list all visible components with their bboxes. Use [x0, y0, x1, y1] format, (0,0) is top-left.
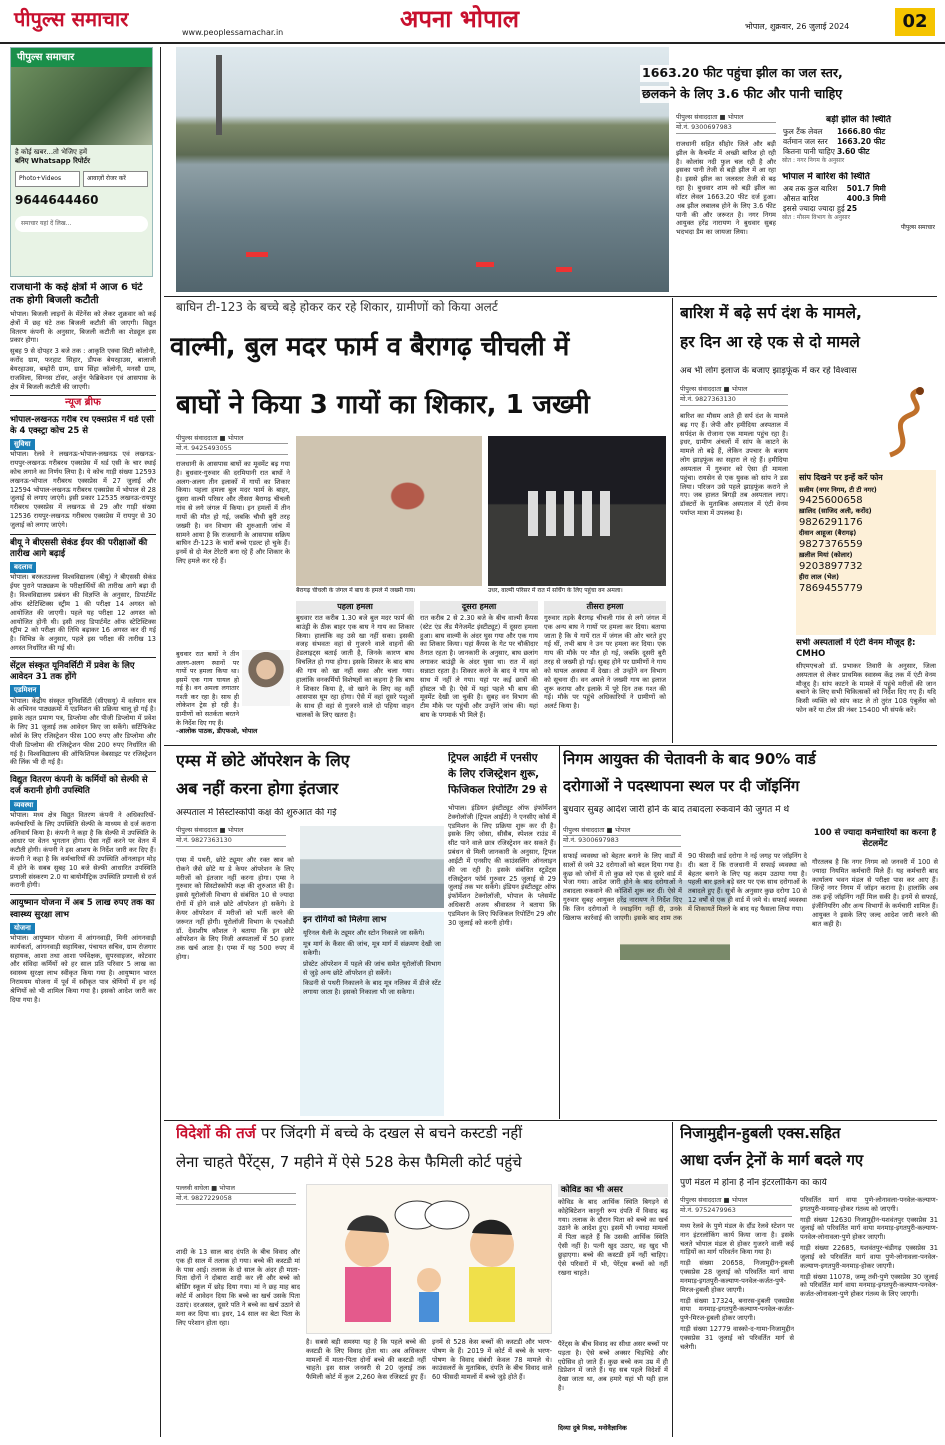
custody-headline-rest: पर जिंदगी में बच्चे के दखल से बचने कस्टडी नहीं	[261, 1124, 523, 1142]
news-brief-label: न्यूज ब्रीफ	[10, 395, 156, 410]
nigam-headline-2: दरोगाओं ने पदस्थापना स्थल पर दी जॉइनिंग	[563, 777, 800, 795]
yojana-tag: योजना	[10, 923, 35, 934]
attack-1-body: बुधवार रात करीब 1.30 बजे बुल मदर फार्म की बाउंड्री के ठीक बाहर एक बाघ ने गाय का शिकार किया। हालांकि वह उसे खा नहीं सका। इसकी वजह संभवतः वहां से गुजरने वाले वाहनों की हेडलाइट्स बताई जाती है, जिनके कारण बाघ विचलित हो गया होगा। इसके शिकार के बाद बाघ की गाय को खा नहीं सका और चला गया। हालांकि वनकर्मियों विशेषज्ञों का कहना है कि बाघ ने शिकार किया है, वो खाने के लिए वह वहीं आसपास घूम रहा होगा। ऐसे में वहां दूसरे पशुओं के साथ ही वहां से गुजरने वाले दो पहिया वाहन चालकों के लिए खतरा है।	[296, 614, 414, 720]
dateline: भोपाल, शुक्रवार, 26 जुलाई 2024	[745, 22, 850, 31]
train-item-2: गाड़ी संख्या 17324, बनारस-हुबली एक्सप्रेस वाया मनमाड़-इगतपुरी-कल्याण-पनवेल-कर्जत-पुणे-मिरज-हुबली होकर जाएगी।	[680, 1296, 794, 1323]
paper-name: पीपुल्स समाचार	[14, 7, 129, 31]
cow-photo-caption: बैरागढ़ चीचली के जंगल में बाघ के हमले में जख्मी गाय।	[296, 587, 416, 594]
lake-level-table: फुल टैंक लेवल 1666.80 फीट वर्तमान जल स्तर 1663.20 फीट कितना पानी चाहिए 3.60 फीट	[783, 126, 886, 156]
ad-tagline-1: है कोई खबर...तो भेजिए हमें	[15, 148, 88, 157]
helpline-phone-4: 9203897732	[799, 560, 863, 572]
section-title: अपना भोपाल	[400, 5, 520, 33]
ayushman-headline: आयुष्मान योजना में अब 5 लाख रुपए तक का स्वास्थ्य सुरक्षा लाभ	[10, 894, 156, 920]
ad-box-photo-video: Photo+Videos	[15, 171, 80, 187]
tiger-intro: राजधानी के आसपास बाघों का मूवमेंट बढ़ गया है। बुधवार-गुरुवार की दरमियानी रात बाघों ने अलग-अलग तीन इलाकों में गायों का शिकार किया। पहला हमला बुल मदर फार्म के बाहर, दूसरा वाल्मी परिसर और तीसरा बैरागढ़ चीचली गांव से लगे जंगल में किया। इन हमलों में तीन गायों की मौत हो गई, जबकि चौथी बुरी तरह जख्मी है। वन विभाग की शुरुआती जांच में सामने आया है कि राजधानी के आसपास सक्रिय बाघिन टी-123 के चारों बच्चे एडल्ट हो चुके हैं। इनमें से दो मेल टेरेटरी बना रहे हैं और शिकार के लिए हमले कर रहे हैं।	[176, 460, 290, 566]
helpline-name-2: ख़ालिद (साजिद अली, करोंद)	[799, 507, 872, 516]
train-item-1: गाड़ी संख्या 20658, निजामुद्दीन-हुबली एक्सप्रेस 28 जुलाई को परिवर्तित मार्ग वाया मनमाड़-इगतपुरी-कल्याण-पनवेल-कर्जत-पुणे-मिरज-हुबली होकर जाएगी।	[680, 1259, 794, 1294]
custody-headline-red: विदेशों की तर्ज	[176, 1124, 256, 1142]
site-url: www.peoplessamachar.in	[182, 28, 284, 37]
sanskrit-univ-headline: सेंट्रल संस्कृत यूनिवर्सिटी में प्रवेश के लिए आवेदन 31 तक होंगे	[10, 657, 156, 683]
trains-headline-1: निजामुद्दीन-हुबली एक्स.सहित	[680, 1124, 841, 1142]
rain-box-source: स्रोत : मौसम विभाग के अनुसार	[782, 214, 851, 221]
aiims-headline-2: अब नहीं करना होगा इंतजार	[176, 779, 339, 798]
trains-body: मध्य रेलवे के पुणे मंडल के दौंड रेलवे स्टेशन पर नान इंटरलॉकिंग कार्य किया जाना है। इसके चलते भोपाल मंडल से होकर गुजरने वाली कई गाड़ियों का मार्ग परिवर्तन किया गया है।	[680, 1222, 794, 1257]
iiit-body: भोपाल। इंडियन इंस्टीट्यूट ऑफ इंफॉर्मेशन टेक्नोलॉजी (ट्रिपल आईटी) ने एनसीए कोर्स में एडमिशन के लिए प्रक्रिया शुरू कर दी है। इसके लिए जोसा, सीसैब, स्पेशल राउंड में सीट पाने वाले छात्र रजिस्ट्रेशन कर सकते हैं। प्रबंधन से मिली जानकारी के अनुसार, ट्रिपल आईटी में एनसीए की काउंसलिंग ऑनलाइन की जा रही है। इसके संबंधित स्टूडेंट्स रजिस्ट्रेशन फॉर्म गुरुवार 25 जुलाई से 29 जुलाई तक भर सकेंगे। इंडियन इंस्टीट्यूट ऑफ इंफॉर्मेशन टेक्नोलॉजी, भोपाल के प्लेसमेंट अधिकारी अजय श्रीवास्तव ने बताया कि एडमिशन के लिए फिजिकल रिपोर्टिंग 29 और 30 जुलाई को करनी होगी।	[448, 804, 556, 927]
dfo-quote-box	[176, 650, 290, 740]
whatsapp-ad	[10, 47, 153, 277]
ad-box-voice: आवाज़ों रोजर करें	[83, 171, 148, 187]
helpline-title: सांप दिखने पर इन्हें करें फोन	[799, 473, 883, 482]
nigam-body: सफाई व्यवस्था को बेहतर बनाने के लिए वार्डों में सालों से जमे 32 दरोगाओं को बदल दिया गया है। कुछ को जोनों में तो कुछ को एक से दूसरे वार्ड में भेजा गया। आदेश जारी होने के बाद दरोगाओं ने तबादला रुकवाने की कोशिशें शुरू कर दीं। ऐसे में गुरुवार सुबह आयुक्त हरेंद्र नारायण ने निर्देश दिए कि जिन दरोगाओं ने ज्वाइनिंग नहीं दी, उनके खिलाफ कार्रवाई की जाएगी। इसके बाद शाम तक 90 फीसदी वार्ड दरोगा ने नई जगह पर जॉइनिंग दे दी। बता दें कि राजधानी में सफाई व्यवस्था को बेहतर बनाने के लिए यह कदम उठाया गया है। पहली बार इतने बड़े स्तर पर एक साथ दरोगाओं के तबादले हुए हैं। सूत्रों के अनुसार कुछ दरोगा 10 से 12 वर्षों से एक ही वार्ड में जमे थे। सफाई व्यवस्था में शिकायतें मिलने के बाद यह फैसला लिया गया।	[563, 852, 807, 922]
psychologist-name: दिव्या दुबे मिश्रा, मनोवैज्ञानिक	[558, 1424, 627, 1432]
aiims-subheading: अस्पताल में सिस्टोस्कोपी कक्ष की शुरुआत की गई	[176, 808, 337, 818]
garib-rath-headline: भोपाल-लखनऊ गरीब रथ एक्सप्रेस में थर्ड एसी के 4 एक्स्ट्रा कोच 25 से	[10, 414, 154, 436]
snake-headline-2: हर दिन आ रहे एक से दो मामले	[680, 333, 860, 351]
train-item-3: गाड़ी संख्या 12779 वास्को-द-गामा-निजामुद्दीन एक्सप्रेस 31 जुलाई को परिवर्तित मार्ग से चलेगी।	[680, 1325, 794, 1351]
covid-box-extra: पैरेंट्स के बीच विवाद का सीधा असर बच्चों पर पड़ता है। ऐसे बच्चे अक्सर चिड़चिड़े और एग्रेसिव हो जाते हैं। कुछ बच्चे कम उम्र में ही डिप्रेशन में जाते हैं। यह सब पहले विदेशों में देखा जाता था, अब हमारे यहां भी यही हाल है।	[558, 1340, 668, 1393]
attack-2-title: दूसरा हमला	[420, 601, 538, 614]
tiger-kicker: बाघिन टी-123 के बच्चे बड़े होकर कर रहे शिकार, ग्रामीणों को किया अलर्ट	[176, 300, 498, 314]
benefit-item-3: प्रोस्टेट ऑपरेशन में पहले की जांच समेत यूरोलॉजी विभाग से जुड़े अन्य छोटे ऑपरेशन हो सकेंगे।	[303, 959, 441, 977]
tiger-headline-2: बाघों ने किया 3 गायों का शिकार, 1 जख्मी	[176, 390, 590, 420]
selfie-attendance-headline: विद्युत वितरण कंपनी के कर्मियों को सेल्फी से दर्ज करानी होगी उपस्थिति	[10, 771, 156, 797]
iiit-headline-1: ट्रिपल आईटी में एनसीए	[448, 752, 538, 764]
custody-byline: पल्लवी वाघेला ■ भोपाल	[176, 1184, 296, 1194]
power-cut-body: भोपाल। बिजली लाइनों के मेंटेनेंस को लेकर शुक्रवार को कई क्षेत्रों में छह घंटे तक बिजली कटौती की जाएगी। विद्युत वितरण कंपनी के अनुसार, बिजली कटौती का शेड्यूल इस प्रकार होगा।	[10, 310, 156, 345]
search-photo-caption: उधर, वाल्मी परिसर में रात में सर्चिंग के लिए पहुंचा वन अमला।	[488, 587, 623, 594]
benefit-item-1: यूरिनल थैली के ट्यूमर और स्टोन निकाले जा सकेंगे।	[303, 929, 425, 938]
settlement-headline: 100 से ज्यादा कर्मचारियों का करना है सेटलमेंट	[813, 828, 937, 850]
dfo-quote-by: -आलोक पाठक, डीएफओ, भोपाल	[176, 727, 258, 736]
selfie-attendance-body: भोपाल। मध्य क्षेत्र विद्युत वितरण कंपनी ने अधिकारियों-कर्मचारियों के लिए उपस्थिति सेल्फी के माध्यम से दर्ज कराना अनिवार्य किया है। कंपनी ने कहा है कि सेल्फी में उपस्थिति के आधार पर वेतन भुगतान होगा। ऐसा नहीं करने पर वेतन में कटौती होगी। कंपनी ने इस आशय के निर्देश जारी कर दिए हैं। कंपनी ने कहा है कि कर्मचारियों की उपस्थिति ऑनलाइन मोड़ में होने के सबब सुबह 10 बजे सेल्फी आधारित उपस्थिति प्रणाली संस्करण 2.0 या बायोमीट्रिक उपस्थिति प्रणाली से दर्ज करानी होगी।	[10, 810, 156, 890]
iiit-headline-3: फिजिकल रिपोर्टिंग 29 से	[448, 784, 547, 796]
helpline-name-1: सलीम (नगर निगम, टी टी नगर)	[799, 485, 877, 494]
helpline-phone-3: 9827376559	[799, 539, 863, 551]
dfo-quote: बुधवार रात बाघों ने तीन अलग-अलग स्थानों पर गायों पर हमला किया था। इसमें एक गाय घायल हो गई है। वन अमला लगातार गश्ती कर रहा है। साथ ही लोकेशन ट्रेस हो रही है। ग्रामीणों को सतर्कता बरतने के निर्देश दिए गए हैं।	[176, 650, 239, 727]
attack-1-title: पहला हमला	[296, 601, 414, 614]
train-route-2: गाड़ी संख्या 12630 निजामुद्दीन-यशवंतपुर एक्सप्रेस 31 जुलाई को परिवर्तित मार्ग वाया मनमाड़-इगतपुरी-कल्याण-पनवेल-लोनावला-पुणे होकर जाएगी।	[800, 1215, 938, 1242]
benefit-title: इन रोगियों को मिलेगा लाभ	[303, 915, 387, 925]
boat-icon	[246, 252, 268, 257]
snake-byline: पीपुल्स संवाददाता ■ भोपाल	[680, 385, 788, 395]
badlav-tag: बदलाव	[10, 562, 36, 573]
custody-headline-1	[176, 1124, 668, 1144]
attack-3-title: तीसरा हमला	[544, 601, 666, 614]
dfo-photo	[242, 650, 290, 706]
snake-body: बारिश का मौसम आते ही सर्प दंश के मामले बढ़ गए हैं। जेपी और हमीदिया अस्पताल में सर्पदंश के रोजाना एक मामला पहुंच रहा है। इधर, ग्रामीण अंचलों में सांप के काटने के मामले तो बढ़े हैं, लेकिन उपचार के बजाय लोग झाड़फूंक का सहारा ले रहे हैं। हमीदिया अस्पताल में गुरुवार को ऐसा ही मामला पहुंचा। रायसेन से एक युवक को सांप ने डस लिया। परिजन उसे पहले झाड़फूंक कराने ले गए। जब हालत बिगड़ी तब अस्पताल लाए। डॉक्टरों के मुताबिक अस्पताल में एंटी वेनम पर्याप्त मात्रा में उपलब्ध है।	[680, 412, 788, 518]
iiit-headline-2: के लिए रजिस्ट्रेशन शुरू,	[448, 768, 540, 780]
bu-exam-body: भोपाल। बरकतउल्ला विश्वविद्यालय (बीयू) ने बीएससी सेकंड ईयर पुराने पाठ्यक्रम के परीक्षार्थियों की तारीख आगे बढ़ा दी है। विश्वविद्यालय प्रबंधन की विज्ञप्ति के अनुसार, डिपार्टमेंट ऑफ स्टेटिस्टिक्स स्ट्रीम 1 की परीक्षा 14 अगस्त को आयोजित की जाएगी। पहले यह परीक्षा 12 अगस्त को आयोजित होनी थी। इसी तरह डिपार्टमेंट ऑफ स्टेटिस्टिक्स स्ट्रीम 2 को परीक्षा की तिथि बढ़ाकर 16 अगस्त कर दी गई है। विभिन्न के अनुसार, पहले इस परीक्षा की तारीख 13 अगस्त निर्धारित की गई थी।	[10, 573, 156, 653]
cmho-body: सीएमएचओ डॉ. प्रभाकर तिवारी के अनुसार, जिला अस्पताल से लेकर प्राथमिक स्वास्थ्य केंद्र तक में एंटी वेनम मौजूद है। सांप काटने के मामले में पहुंचे मरीजों की जान बचाने के लिए सभी चिकित्सकों को निर्देश दिए गए हैं। यदि किसी व्यक्ति को सांप काट ले तो तुरंत 108 एंबुलेंस को फोन करें या टोल फ्री नंबर 15400 भी संपर्क करें।	[796, 662, 936, 715]
settlement-body: गौरतलब है कि नगर निगम को जनवरी में 100 से ज्यादा नियमित कर्मचारी मिले हैं। यह कर्मचारी बाद कार्यालय भवन मंडल से परीक्षा पास कर आए हैं। जिन्हें नगर निगम में जॉइन कराना है। हालांकि अब तक इन्हें जॉइनिंग नहीं मिल सकी है। इनमें से सफाई, इंजीनियरिंग और अन्य विभागों के कर्मचारी शामिल हैं। आयुक्त ने इसके लिए जल्द आदेश जारी करने की बात कही है।	[812, 858, 938, 928]
nigam-headline-1: निगम आयुक्त की चेतावनी के बाद 90% वार्ड	[563, 750, 816, 768]
aiims-body: एम्स में पथरी, छोटे ट्यूमर और रक्त स्राव को रोकने जैसे छोटे या डे केयर ऑपरेशन के लिए मरीजों को इंतजार नहीं करना होगा। एम्स ने गुरुवार को सिस्टोस्कोपी कक्ष की शुरुआत की है। इससे यूरोलॉजी विभाग से संबंधित 10 से ज्यादा रोगों में होने वाले छोटे ऑपरेशन हो सकेंगे। डे केयर ऑपरेशन में मरीजों को भर्ती करने की जरूरत नहीं होगी। यूरोलॉजी विभाग के एचओडी डॉ. देवाशीष कौशल ने बताया कि इन छोटे ऑपरेशन के लिए निजी अस्पतालों में 50 हजार तक खर्च आता है। एम्स में यह 500 रुपए में होगा।	[176, 856, 294, 962]
trains-headline-2: आधा दर्जन ट्रेनों के मार्ग बदले गए	[680, 1151, 864, 1169]
ad-brand: पीपुल्स समाचार	[11, 48, 152, 67]
train-route-3: गाड़ी संख्या 22685, यशवंतपुर-चंडीगढ़ एक्सप्रेस 31 जुलाई को परिवर्तित मार्ग वाया पुणे-लोनावला-पनवेल-कल्याण-इगतपुरी-मनमाड़-होकर जाएगी।	[800, 1244, 938, 1270]
trains-right-col	[800, 1196, 938, 1434]
nigam-subheading: बुधवार सुबह आदेश जारी होने के बाद तबादला रुकवाने की जुगत में थे	[563, 805, 790, 815]
bu-exam-headline: बीयू ने बीएससी सेकंड ईयर की परीक्षाओं की तारीख आगे बढ़ाई	[10, 534, 156, 560]
nigam-byline: पीपुल्स संवाददाता ■ भोपाल	[563, 826, 681, 836]
snake-headline-1: बारिश में बढ़े सर्प दंश के मामले,	[680, 304, 862, 322]
sanskrit-univ-body: भोपाल। केंद्रीय संस्कृत यूनिवर्सिटी (सीएसयू) में वर्तमान सत्र के अभिनव पाठ्यक्रमों में एडमिशन की प्रक्रिया चालू हो गई है। इसके तहत प्रमाण पत्र, डिप्लोमा और पीजी डिप्लोमा में प्रवेश के लिए 31 जुलाई तक आवेदन किए जा सकेंगे। सर्टिफिकेट कोर्स के लिए रजिस्ट्रेशन फीस 100 रुपए और डिप्लोमा और पीजी डिप्लोमा की रजिस्ट्रेशन फीस 200 रुपए निर्धारित की गई है। विश्वविद्यालय की ऑफिशियल वेबसाइट पर रजिस्ट्रेशन की लिंक भी दी गई है।	[10, 696, 156, 767]
train-route-4: गाड़ी संख्या 11078, जम्मू तवी-पुणे एक्सप्रेस 30 जुलाई को परिवर्तित मार्ग वाया मनमाड़-इगतपुरी-कल्याण-पनवेल-कर्जत-लोनावला-पुणे होकर गंतव्य के लिए जाएगी।	[800, 1272, 938, 1299]
cystoscopy-room-photo	[300, 826, 444, 908]
lake-body: राजधानी सहित सीहोर जिले और बड़ी झील के कैचमेंट में अच्छी बारिश हो रही है। कोलांस नदी फुल चल रही है और इसका पानी तेजी से बड़ी झील में आ रहा है। इससे झील का जलस्तर तेजी से बढ़ रहा है। बुधवार शाम को बड़ी झील का वॉटर लेवल 1663.20 फीट दर्ज हुआ। अब झील लबालब होने के लिए 3.6 फीट पानी की और जरूरत है। नगर निगम आयुक्त हरेंद्र नारायण ने बुधवार सुबह भदभदा डैम का जायजा लिया।	[676, 140, 776, 237]
admission-tag: एडमिशन	[10, 685, 40, 696]
custody-body: शादी के 13 साल बाद दंपति के बीच विवाद और एक ही साल में तलाक हो गया। बच्चे की कस्टडी मां के पास आई। तलाक के दो साल के अंदर ही माता-पिता दोनों ने दोबारा शादी कर ली और बच्चे को बोर्डिंग स्कूल में छोड़ दिया गया। मां ने छह माह बाद कोर्ट में आवेदन दिया कि बच्चे का खर्च उसके पिता उठाएं। दरअसल, दूसरे पति ने बच्चे का खर्च उठाने से मना कर दिया था। इधर, 14 साल का बेटा पिता के लिए परेशान होता रहा।	[176, 1248, 300, 1327]
lake-status-box	[782, 115, 935, 232]
power-cut-bullet: सुबह 9 से दोपहर 3 बजे तक : आकृति एक्वा सिटी कॉलोनी, करोंद ग्राम, फरहाट सिहार, डीपक बेयरहाउस, बालाजी बेयरहाउस, बम्होरी ग्राम, ग्राम सिंहा कॉलोनी, मनसौ ग्राम, राजविला, सिग्नस टॉवर, अर्जुन फेब्रिकेशन एवं आसपास के क्षेत्र में बिजली कटौती की जाएगी।	[10, 347, 156, 391]
trains-subheading: पुणे मंडल में होना है नॉन इंटरलॉकिंग का कार्य	[680, 1178, 827, 1188]
lake-photo	[176, 47, 669, 292]
attack-3-body: गुरुवार तड़के बैरागढ़ चीचली गांव से लगे जंगल में एक अन्य बाघ ने गायों पर हमला कर दिया। बताया जाता है कि ये गायें रात में जंगल की ओर चरते हुए गई थीं, तभी बाघ ने उन पर हमला कर दिया। एक गाय की मौके पर मौत हो गई, जबकि दूसरी बुरी तरह से जख्मी हो गई। सुबह होने पर ग्रामीणों ने गाय को घायल अवस्था में देखा। तो उन्होंने वन विभाग को सूचना दी। वन अमले ने जख्मी गाय का इलाज शुरू कराया और इलाके में पूरे दिन तक गश्त की गई। मौके पर पहुंचे अधिकारियों ने ग्रामीणों को अलर्ट किया है।	[544, 614, 666, 711]
lake-mobile: मो.नं. 9300697983	[676, 123, 776, 133]
aiims-byline: पीपुल्स संवाददाता ■ भोपाल	[176, 826, 286, 836]
masthead	[0, 0, 945, 44]
cmho-headline: सभी अस्पतालों में एंटी वेनम मौजूद है: CMHO	[796, 638, 916, 660]
covid-box-body: कोविड के बाद आर्थिक स्थिति बिगड़ने से कोहेबिटेशन कानूनी रूप दंपति में विवाद बढ़ गया। तलाक के दौरान पिता को बच्चे का खर्च उठाने के आदेश हुए। इसमें भी ज्यादा मामलों में पिता कहते हैं कि उसकी आर्थिक स्थिति ऐसी नहीं है। पत्नी खुद उठाए, वह खुद भी छुड़ाएगा। बच्चे की कस्टडी हमें नहीं चाहिए। ऐसे परिवारों में भी, पेरेंट्स बच्चों को नहीं रखना चाहते।	[558, 1198, 668, 1277]
boat-icon	[556, 267, 572, 272]
benefit-box	[300, 912, 444, 1116]
ad-photo	[11, 67, 152, 145]
helpline-name-5: हीरा लाल (भेल)	[799, 573, 839, 582]
suvidha-tag: सुविधा	[10, 439, 35, 450]
aiims-mobile: मो.नं. 9827363130	[176, 836, 286, 846]
helpline-phone-5: 7869455779	[799, 582, 863, 594]
custody-body-2: है। सबसे बड़ी समस्या यह है कि पहले बच्चे की कस्टडी के लिए विवाद होता था। अब अधिकतर मामलों में माता-पिता दोनों बच्चे की कस्टडी नहीं चाहते। इस साल जनवरी से 20 जुलाई तक फैमिली कोर्ट में कुल 2,260 केस रजिस्टर्ड हुए हैं। इनमें से 528 केस बच्चों की कस्टडी और भरण-पोषण के हैं। 2019 में कोर्ट में बच्चे के भरण-पोषण के विवाद संबंधी केवल 78 मामले थे। काउंसलरों के मुताबिक, दंपति के बीच विवाद वाले 60 फीसदी मामलों में बच्चे जुड़े होते हैं।	[306, 1338, 552, 1382]
boat-icon	[476, 262, 494, 267]
benefit-item-2: मूत्र मार्ग के कैंसर की जांच, मूत्र मार्ग में संक्रमण देखी जा सकेगी।	[303, 940, 441, 957]
vyavastha-tag: व्यवस्था	[10, 800, 37, 811]
power-cut-headline: राजधानी के कई क्षेत्रों में आज 6 घंटे तक होगी बिजली कटौती	[10, 282, 143, 306]
helpline-name-4: ख़लील मियां (कोलार)	[799, 551, 853, 560]
benefit-item-4: किडनी से पथरी निकालने के बाद मूत्र नलिका में डीजे स्टेंट लगाया जाता है। इसको निकाला भी जा सकेगा।	[303, 979, 441, 997]
covid-box-title: कोविड का भी असर	[558, 1184, 668, 1197]
ad-tagline-2: बनिए Whatsapp रिपोर्टर	[15, 157, 90, 166]
page-number: 02	[895, 8, 935, 36]
ad-chat-input: समाचार यहां दें लिख...	[15, 216, 148, 232]
nigam-mobile: मो.नं. 9300697983	[563, 836, 681, 846]
lake-box-source: स्रोत : नगर निगम के अनुसार	[782, 156, 845, 164]
snake-mobile: मो.नं. 9827363130	[680, 395, 788, 405]
custody-headline-2: लेना चाहते पैरेंट्स, 7 महीने में ऐसे 528 केस फैमिली कोर्ट पहुंचे	[176, 1153, 522, 1171]
train-route-1: परिवर्तित मार्ग वाया पुणे-लोनावला-पनवेल-कल्याण-इगतपुरी-मनमाड़-होकर गंतव्य को जाएगी।	[800, 1196, 938, 1213]
trains-mobile: मो.नं. 9752479963	[680, 1206, 792, 1216]
snake-helpline-box	[796, 470, 936, 635]
helpline-name-3: दीवान आहूजा (बैरागढ़)	[799, 529, 857, 538]
helpline-phone-2: 9826291176	[799, 517, 863, 529]
aiims-headline-1: एम्स में छोटे ऑपरेशन के लिए	[176, 751, 350, 770]
tiger-headline-1: वाल्मी, बुल मदर फार्म व बैरागढ़ चीचली में	[170, 332, 570, 362]
trains-left-col	[680, 1222, 794, 1434]
photo-credit: पीपुल्स समाचार	[900, 223, 935, 231]
ayushman-body: भोपाल। आयुष्मान योजना में आंगनवाड़ी, मिनी आंगनवाड़ी कार्यकर्ता, आंगनवाड़ी सहायिका, पंचायत सचिव, ग्राम रोजगार सहायक, आशा तथा आशा पर्यवेक्षक, सुपरवाइजर, कोटवार और संविदा कर्मियों को हर साल प्रति परिवार 5 लाख का स्वास्थ्य सुरक्षा लाभ स्वीकृत किया गया है। आयुष्मान भारत निरामयम योजना में पूर्व में स्वीकृत पात्र श्रेणियों में इन नई श्रेणियों को भी शामिल किया गया है। इसको आदेश जारी कर दिया गया है।	[10, 933, 156, 1004]
custody-cartoon	[306, 1184, 552, 1334]
lake-byline: पीपुल्स संवाददाता ■ भोपाल	[676, 113, 776, 123]
rain-box-title: भोपाल में बारिश की स्थिति	[782, 172, 870, 183]
tiger-mobile: मो.नं. 9425493055	[176, 444, 288, 454]
garib-rath-body: भोपाल। रेलवे ने लखनऊ-भोपाल-लखनऊ एवं लखनऊ-रायपुर-लखनऊ गरीबरथ एक्सप्रेस में थर्ड एसी के चार स्थाई कोच लगाने का निर्णय लिया है। ये कोच गाड़ी संख्या 12593 लखनऊ-भोपाल गरीबरथ एक्सप्रेस में 27 जुलाई और 12594 भोपाल-लखनऊ गरीबरथ एक्सप्रेस में भोपाल से 28 जुलाई से लगाए जाएंगे। इसी प्रकार 12535 लखनऊ-रायपुर गरीबरथ एक्सप्रेस में लखनऊ से 29 और गाड़ी संख्या 12536 रायपुर-लखनऊ गरीबरथ एक्सप्रेस में रायपुर से 30 जुलाई को लगाए जाएंगे।	[10, 450, 156, 529]
tower-icon	[216, 55, 222, 135]
helpline-phone-1: 9425600658	[799, 495, 863, 507]
lake-box-title: बड़ी झील की स्थिति	[825, 115, 892, 125]
ad-phone: 9644644460	[15, 192, 99, 207]
tiger-byline: पीपुल्स संवाददाता ■ भोपाल	[176, 434, 288, 444]
search-photo	[488, 436, 666, 586]
attack-2-body: रात करीब 2 से 2.30 बजे के बीच वाल्मी कैंपस (स्टेट एंड लैंड मैनेजमेंट इंस्टीट्यूट) में दूसरा हमला हुआ। बाघ वाल्मी के अंदर घुस गया और एक गाय का शिकार किया। यहां कैंपस के गेट पर चौकीदार तैनात रहता है। जानकारी के अनुसार, बाघ छलांग लगाकर बाउंड्री के अंदर घुसा था। रात में वहां सन्नाटा रहता है। शिकार करने के बाद ये गाय को साथ में नहीं ले गया। यहां पर कई छात्रों की हॉस्टल भी है। ऐसे में यहां पहले भी बाघ की मूवमेंट देखी जा चुकी है। सुबह वन विभाग की टीम मौके पर पहुंची और उन्होंने जांच की। यहां बाघ के पगमार्क भी मिले हैं।	[420, 614, 538, 720]
snake-icon	[880, 385, 935, 460]
lake-headline-2: छलकने के लिए 3.6 फीट और पानी चाहिए	[640, 86, 935, 103]
trains-byline: पीपुल्स संवाददाता ■ भोपाल	[680, 1196, 792, 1206]
rain-table: अब तक कुल बारिश 501.7 मिमी औसत बारिश 400.3 मिमी इससे ज्यादा ज्यादा हुई 25	[783, 184, 886, 214]
snake-subheading: अब भी लोग इलाज के बजाए झाड़फूंक में कर रहे विश्वास	[680, 366, 857, 376]
cow-photo	[296, 436, 482, 586]
custody-mobile: मो.नं. 9827229058	[176, 1194, 296, 1204]
left-column	[10, 282, 156, 1432]
lake-headline-1: 1663.20 फीट पहुंचा झील का जल स्तर,	[640, 65, 935, 82]
